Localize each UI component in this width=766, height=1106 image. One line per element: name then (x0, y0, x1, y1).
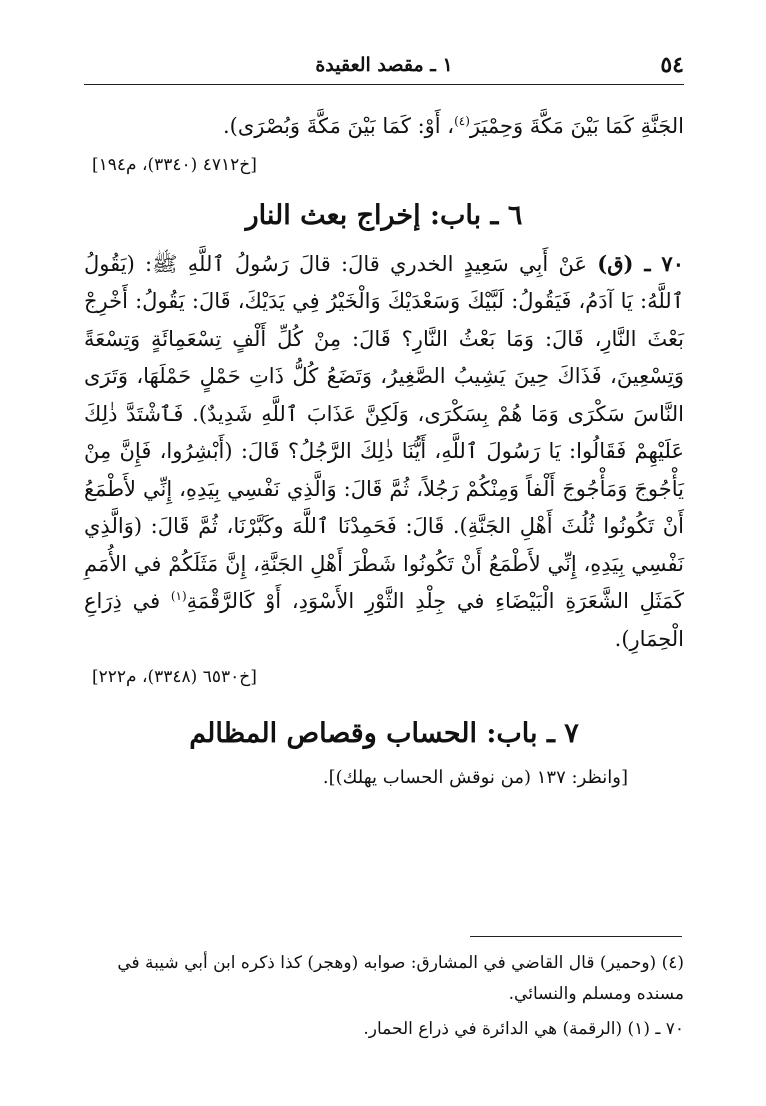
section-7-heading: ٧ ـ باب: الحساب وقصاص المظالم (189, 718, 579, 749)
hadith-text-part1: عَنْ أَبِي سَعِيدٍ الخدري قالَ: قالَ رَسُولُ ٱللَّهِ ﷺ: (يَقُولُ ٱللَّهُ: يَا آدَمُ، فَيَقُولُ: لَبَّيْكَ وَسَعْدَيْكَ وَالْخَيْرُ فِي يَدَيْكَ، قَالَ: يَقُولُ: أَخْرِجْ بَعْثَ النَّارِ، قَالَ: وَمَا بَعْثُ النَّارِ؟ قَالَ: مِنْ كُلِّ أَلْفٍ تِسْعَمِائَةٍ وَتِسْعَةً وَتِسْعِينَ، فَذَاكَ حِينَ يَشِيبُ الصَّغِيرُ، وَتَضَعُ كُلُّ ذَاتِ حَمْلٍ حَمْلَهَا، وَتَرَى النَّاسَ سَكْرَى وَمَا هُمْ بِسَكْرَى، وَلَكِنَّ عَذَابَ ٱللَّهِ شَدِيدٌ). فَٱشْتَدَّ ذٰلِكَ عَلَيْهِمْ فَقَالُوا: يَا رَسُولَ ٱللَّهِ، أَيُّنَا ذٰلِكَ الرَّجُلُ؟ قَالَ: (أَبْشِرُوا، فَإِنَّ مِنْ يَأْجُوجَ وَمَأْجُوجَ أَلْفاً وَمِنْكُمْ رَجُلاً، ثُمَّ قَالَ: وَالَّذِي نَفْسِي بِيَدِهِ، إِنِّي لأَطْمَعُ أَنْ تَكُونُوا ثُلُثَ أَهْلِ الجَنَّةِ). قَالَ: فَحَمِدْنَا ٱللَّهَ وكَبَّرْنَا، ثُمَّ قَالَ: (وَالَّذِي نَفْسِي بِيَدِهِ، إِنِّي لأَطْمَعُ أَنْ تَكُونُوا شَطْرَ أَهْلِ الجَنَّةِ، إِنَّ مَثَلَكُمْ في الأُمَمِ كَمَثَلِ الشَّعَرَةِ الْبَيْضَاءِ في جِلْدِ الثَّوْرِ الأَسْوَدِ، أَوْ كَالرَّقْمَةِ (84, 251, 685, 613)
hadith-70-reference: [خ٦٥٣٠ (٣٣٤٨)، م٢٢٢] (92, 667, 257, 687)
footnote-divider (470, 936, 682, 937)
intro-text: الجَنَّةِ كَمَا بَيْنَ مَكَّةَ وَحِمْيَرَ (469, 114, 684, 138)
intro-paragraph (84, 108, 684, 146)
footnote-4: (٤) (وحمير) قال القاضي في المشارق: صوابه (وهجر) كذا ذكره ابن أبي شيبة في مسنده ومسلم والنسائي. (117, 953, 684, 1004)
intro-reference: [خ٤٧١٢ (٣٣٤٠)، م١٩٤] (92, 154, 257, 175)
hadith-number: ٧٠ ـ (ق) (597, 250, 684, 276)
intro-text-after: ، أَوْ: كَمَا بَيْنَ مَكَّةَ وَبُصْرَى). (222, 114, 455, 138)
header-divider (84, 84, 684, 85)
hadith-text-part2: في ذِرَاعِ الْحِمَارِ). (84, 589, 684, 651)
section-6-heading: ٦ ـ باب: إخراج بعث النار (245, 199, 523, 231)
footnotes (84, 948, 684, 1049)
see-also-note: [وانظر: ١٣٧ (من نوقش الحساب يهلك)]. (322, 767, 628, 788)
page-header (84, 52, 684, 82)
running-title: ١ ـ مقصد العقيدة (315, 54, 453, 76)
page-number: ٥٤ (660, 52, 684, 78)
footnote-70-1: ٧٠ ـ (١) (الرقمة) هي الدائرة في ذراع الحمار. (363, 1019, 684, 1039)
hadith-70-paragraph (84, 245, 684, 659)
footnote-mark-1: (١) (170, 589, 187, 603)
footnote-mark-4: (٤) (454, 114, 470, 128)
main-content (84, 108, 684, 793)
